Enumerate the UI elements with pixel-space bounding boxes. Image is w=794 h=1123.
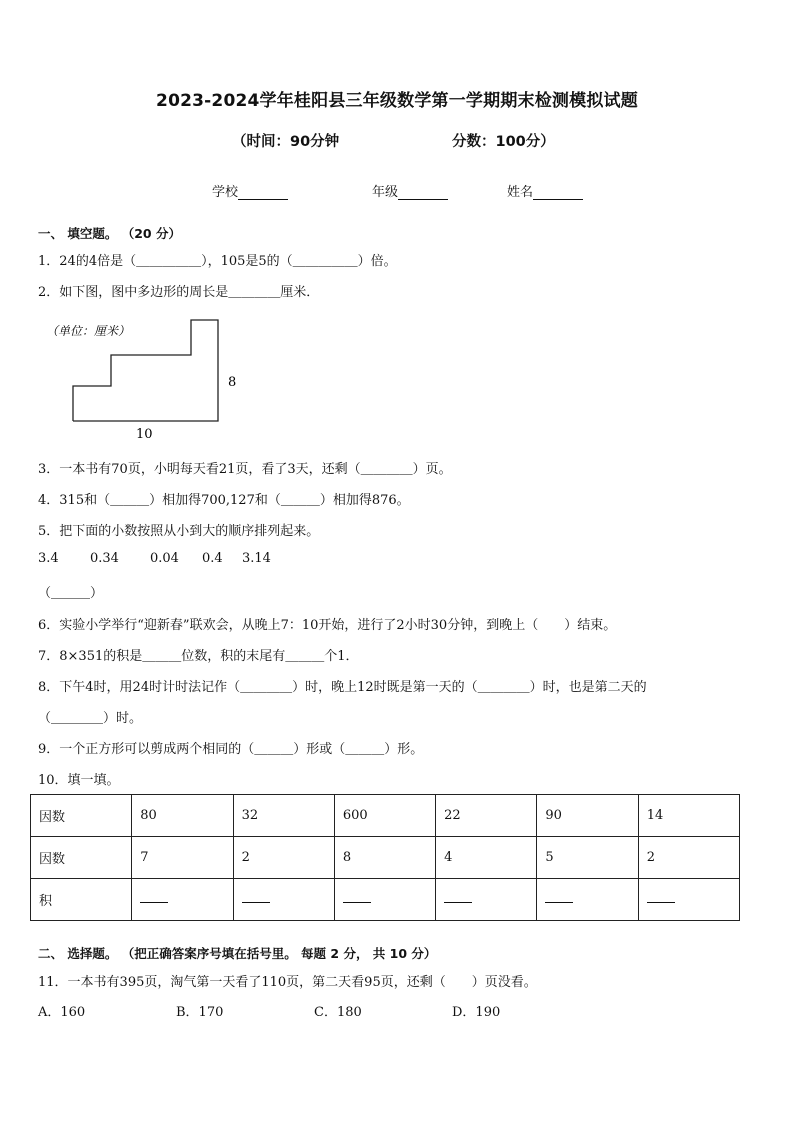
exam-time: （时间：90分钟	[232, 134, 340, 150]
decimal-number: 0.34	[90, 551, 119, 566]
grade-blank[interactable]	[398, 185, 448, 200]
option-c[interactable]: C．180	[314, 1005, 362, 1020]
table-row	[31, 879, 740, 921]
table-cell: 4	[436, 837, 537, 879]
decimal-number: 0.4	[202, 551, 223, 566]
question-10: 10．填一填。	[38, 773, 120, 788]
question-4: 4．315和（＿＿＿）相加得700,127和（＿＿＿）相加得876。	[38, 493, 410, 508]
section-choice-title: 二、 选择题。 （把正确答案序号填在括号里。 每题 2 分， 共 10 分）	[38, 946, 437, 961]
product-blank[interactable]	[537, 879, 638, 921]
decimal-number: 0.04	[150, 551, 179, 566]
product-blank[interactable]	[334, 879, 435, 921]
table-cell: 8	[334, 837, 435, 879]
decimal-number: 3.4	[38, 551, 59, 566]
exam-score: 分数：100分）	[452, 134, 555, 150]
row-label: 因数	[31, 837, 132, 879]
page-title: 2023-2024学年桂阳县三年级数学第一学期期末检测模拟试题	[156, 91, 638, 111]
table-cell: 5	[537, 837, 638, 879]
polygon-figure	[40, 316, 260, 446]
question-9: 9．一个正方形可以剪成两个相同的（＿＿＿）形或（＿＿＿）形。	[38, 742, 424, 757]
name-blank[interactable]	[533, 185, 583, 200]
table-cell: 22	[436, 795, 537, 837]
table-cell: 2	[233, 837, 334, 879]
row-label: 因数	[31, 795, 132, 837]
table-cell: 7	[132, 837, 233, 879]
figure-unit-label: （单位：厘米）	[46, 324, 131, 338]
product-blank[interactable]	[638, 879, 739, 921]
name-field[interactable]	[507, 181, 583, 200]
table-cell: 32	[233, 795, 334, 837]
table-row	[31, 795, 740, 837]
question-5: 5．把下面的小数按照从小到大的顺序排列起来。	[38, 524, 320, 539]
question-11: 11．一本书有395页，淘气第一天看了110页，第二天看95页，还剩（ ）页没看。	[38, 975, 537, 990]
question-7: 7．8×351的积是＿＿＿位数，积的末尾有＿＿＿个1．	[38, 649, 359, 664]
question-8-line-1: 8．下午4时，用24时计时法记作（＿＿＿＿）时，晚上12时既是第一天的（＿＿＿＿）时，也是第二天的	[38, 680, 647, 695]
table-cell: 90	[537, 795, 638, 837]
school-label: 学校	[212, 185, 239, 200]
product-blank[interactable]	[132, 879, 233, 921]
question-5-answer[interactable]: （＿＿＿）	[38, 586, 104, 601]
option-b[interactable]: B．170	[176, 1005, 224, 1020]
school-field[interactable]	[212, 181, 288, 200]
product-blank[interactable]	[436, 879, 537, 921]
section-fill-in-title: 一、 填空题。 （20 分）	[38, 226, 181, 241]
school-blank[interactable]	[238, 185, 288, 200]
figure-height-label: 8	[228, 375, 237, 390]
grade-field[interactable]	[372, 181, 448, 200]
table-row	[31, 837, 740, 879]
question-8-line-2: （＿＿＿＿）时。	[38, 711, 143, 726]
question-1: 1．24的4倍是（＿＿＿＿＿），105是5的（＿＿＿＿＿）倍。	[38, 254, 397, 269]
option-d[interactable]: D．190	[452, 1005, 501, 1020]
name-label: 姓名	[507, 185, 534, 200]
question-3: 3．一本书有70页，小明每天看21页，看了3天，还剩（＿＿＿＿）页。	[38, 462, 452, 477]
figure-width-label: 10	[136, 427, 153, 442]
row-label: 积	[31, 879, 132, 921]
multiplication-table	[30, 794, 740, 921]
table-cell: 600	[334, 795, 435, 837]
option-a[interactable]: A．160	[38, 1005, 86, 1020]
table-cell: 2	[638, 837, 739, 879]
product-blank[interactable]	[233, 879, 334, 921]
decimal-number: 3.14	[242, 551, 271, 566]
grade-label: 年级	[372, 185, 399, 200]
question-6: 6．实验小学举行“迎新春”联欢会，从晚上7：10开始，进行了2小时30分钟，到晚上（ ）结束。	[38, 618, 617, 633]
table-cell: 80	[132, 795, 233, 837]
question-2: 2．如下图，图中多边形的周长是＿＿＿＿厘米．	[38, 285, 320, 300]
table-cell: 14	[638, 795, 739, 837]
